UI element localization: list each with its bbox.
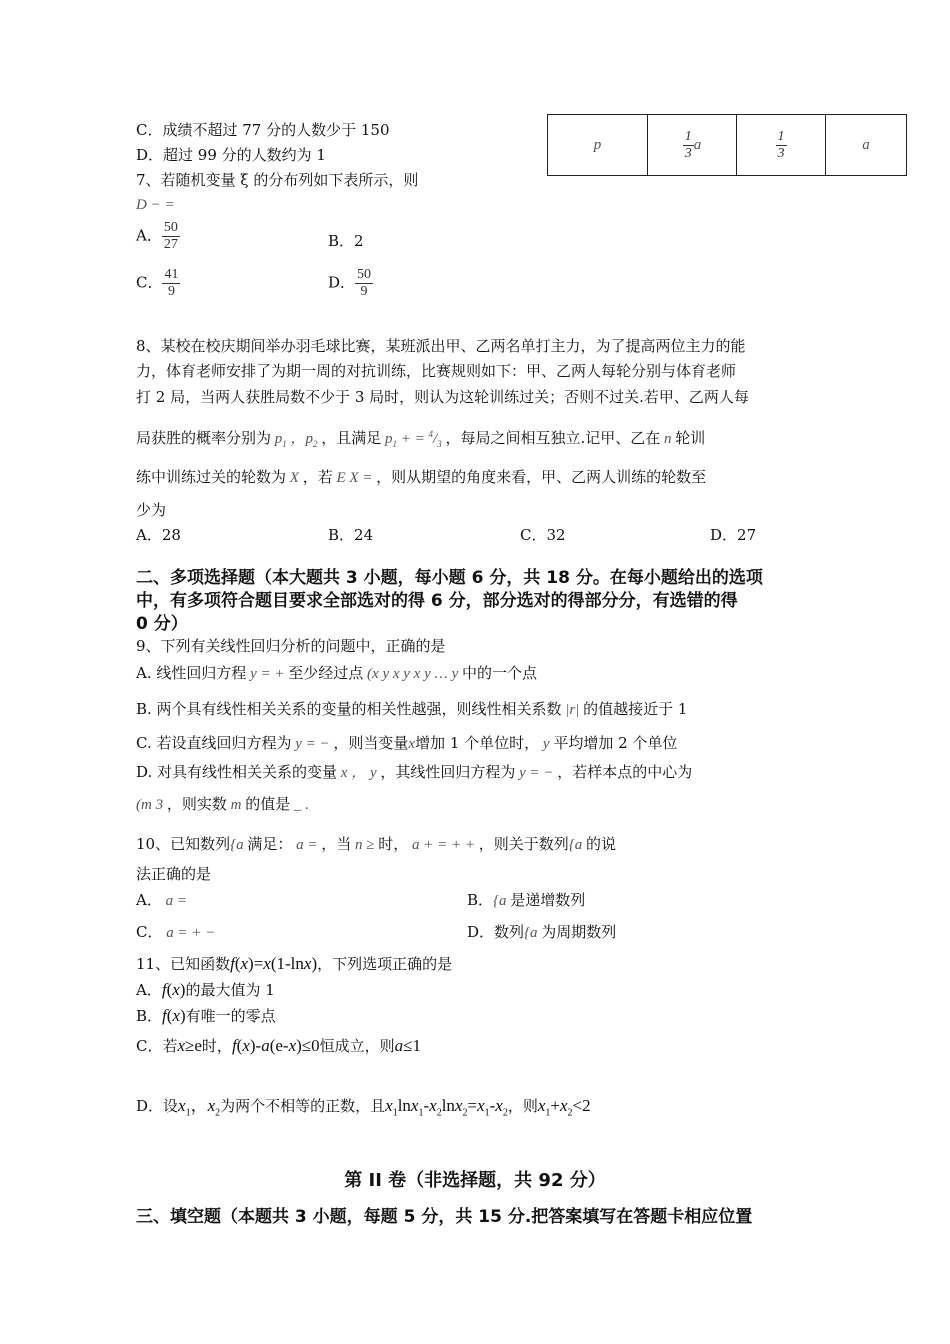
- table-cell-2: $\frac{1}{3}$: [737, 115, 826, 176]
- q10-option-a: A． a =: [136, 891, 187, 909]
- q8-line-3: 打 2 局，当两人获胜局数不少于 3 局时，则认为这轮训练过关；否则不过关.若甲、乙两人每: [136, 388, 749, 406]
- q11-option-c: C．若x≥e时，f(x)-a(e-x)≤0恒成立，则a≤1: [136, 1036, 421, 1055]
- q11-option-b: B．f(x)有唯一的零点: [136, 1006, 276, 1025]
- distribution-table: [547, 114, 907, 176]
- q8-line-1: 8、某校在校庆期间举办羽毛球比赛，某班派出甲、乙两名单打主力，为了提高两位主力的能: [136, 337, 746, 355]
- q9-option-a: A. 线性回归方程 y = + 至少经过点 (x y x y x y … y 中的一个点: [136, 664, 537, 682]
- q11-stem: 11、已知函数f(x)=x(1-lnx)，下列选项正确的是: [136, 954, 453, 973]
- section-2-heading-line-2: 中，有多项符合题目要求全部选对的得 6 分，部分选对的得部分分，有选错的得: [136, 591, 738, 611]
- q7-option-a: A． $\frac{50}{27}$: [136, 220, 178, 252]
- q10-option-c: C． a = + −: [136, 923, 216, 941]
- q7-stem: 7、若随机变量 ξ 的分布列如下表所示，则: [136, 171, 419, 189]
- q8-line-4: 局获胜的概率分别为 $p_1$ ，$p_2$ ，且满足 $p_1$ + = $^4/_3$ ，每局之间相互独立.记甲、乙在 n 轮训: [136, 429, 706, 449]
- q11-option-d: D．设$x_1$，$x_2$为两个不相等的正数，且$x_1\ln x_1-x_2\ln x_2=x_1-x_2$，则$x_1+x_2<2$: [136, 1096, 591, 1119]
- q8-option-c: C．32: [520, 526, 566, 544]
- q10-option-d: D．数列{a 为周期数列: [467, 923, 617, 941]
- q8-option-a: A．28: [136, 526, 181, 544]
- q9-option-c: C. 若设直线回归方程为 y = − ，则当变量x增加 1 个单位时， y 平均增加 2 个单位: [136, 734, 678, 752]
- table-cell-1: $\frac{1}{3}$ a: [648, 115, 737, 176]
- section-2-heading-line-1: 二、多项选择题（本大题共 3 小题，每小题 6 分，共 18 分。在每小题给出的选项: [136, 568, 763, 588]
- q9-option-b: B. 两个具有线性相关关系的变量的相关性越强，则线性相关系数 |r| 的值越接近于 1: [136, 700, 688, 718]
- table-p-cell: p: [548, 115, 648, 176]
- q6-option-c: C．成绩不超过 77 分的人数少于 150: [136, 121, 390, 139]
- section-3-heading: 三、填空题（本题共 3 小题，每题 5 分，共 15 分.把答案填写在答题卡相应位置: [136, 1207, 753, 1227]
- table-cell-3: a: [826, 115, 907, 176]
- q8-line-5: 练中训练过关的轮数为 X ，若 E X = ，则从期望的角度来看，甲、乙两人训练的轮数至: [136, 468, 707, 486]
- q9-option-d-line-1: D. 对具有线性相关关系的变量 x ， y ，其线性回归方程为 y = − ，若样本点的中心为: [136, 763, 693, 781]
- q8-line-2: 力，体育老师安排了为期一周的对抗训练，比赛规则如下：甲、乙两人每轮分别与体育老师: [136, 362, 737, 380]
- q10-stem-line-1: 10、已知数列{a 满足： a = ，当 n ≥ 时， a + = + + ，则关于数列{a 的说: [136, 835, 617, 853]
- q9-stem: 9、下列有关线性回归分析的问题中，正确的是: [136, 637, 446, 655]
- section-2-heading-line-3: 0 分）: [136, 614, 188, 634]
- q11-option-a: A．f(x)的最大值为 1: [136, 980, 275, 999]
- q10-option-b: B．{a 是递增数列: [467, 891, 586, 909]
- q8-line-6: 少为: [136, 501, 167, 519]
- q8-option-b: B．24: [328, 526, 374, 544]
- q9-option-d-line-2: (m 3 ，则实数 m 的值是 _ .: [136, 795, 309, 813]
- part-2-title: 第 II 卷（非选择题，共 92 分）: [344, 1170, 606, 1191]
- q7-option-d: D． $\frac{50}{9}$: [328, 267, 372, 299]
- q6-option-d: D．超过 99 分的人数约为 1: [136, 146, 326, 164]
- q7-option-c: C． $\frac{41}{9}$: [136, 267, 179, 299]
- q7-formula: D − =: [136, 197, 175, 213]
- q8-option-d: D．27: [710, 526, 757, 544]
- q10-stem-line-2: 法正确的是: [136, 865, 212, 883]
- q7-option-b: B．2: [328, 232, 364, 250]
